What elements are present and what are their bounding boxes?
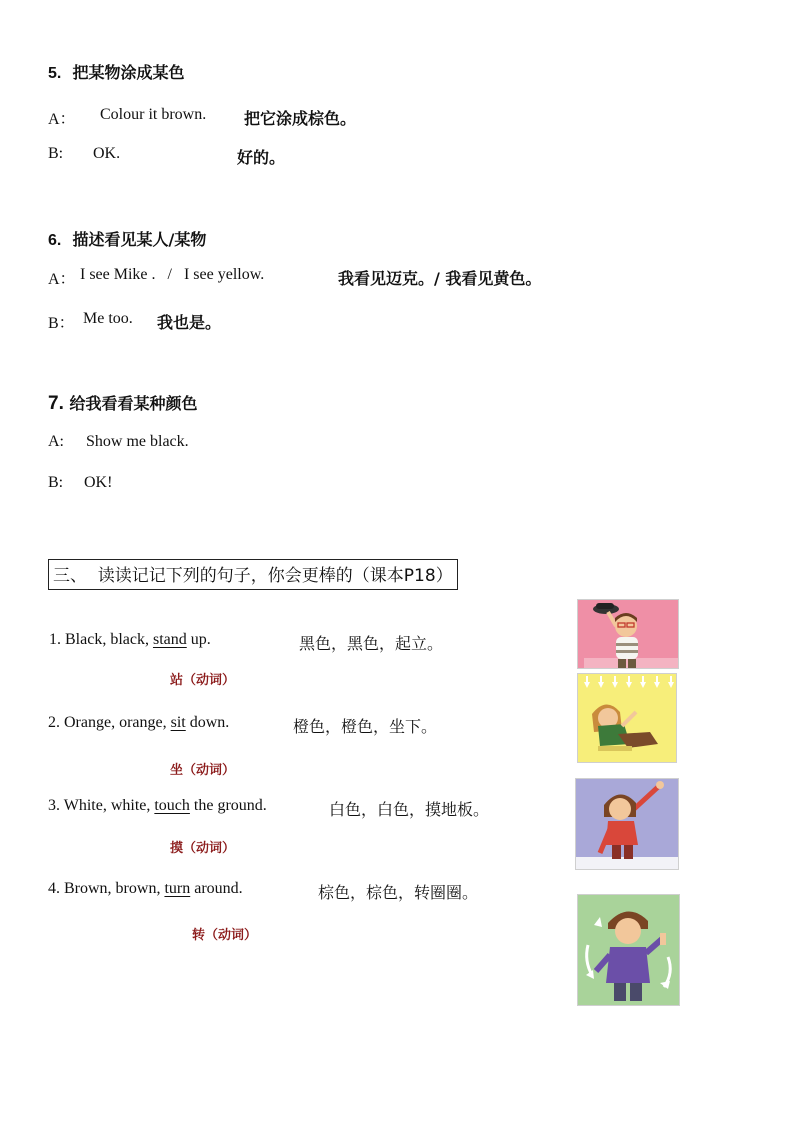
item-prefix: Brown, brown, bbox=[64, 880, 161, 897]
section-title-text: 给我看看某种颜色 bbox=[69, 394, 198, 413]
s5-b-label: B: bbox=[48, 145, 64, 162]
boy-turning-around-image bbox=[577, 894, 680, 1006]
item-verb: sit bbox=[170, 714, 186, 731]
part-3-heading: 三、 读读记记下列的句子，你会更棒的（课本P18） bbox=[48, 559, 458, 590]
section-number: 6. bbox=[48, 232, 62, 249]
section-5-title bbox=[48, 60, 185, 83]
section-7-title bbox=[48, 391, 197, 415]
s7-b-label: B: bbox=[48, 474, 64, 491]
s5-a-chinese: 把它涂成棕色。 bbox=[244, 109, 357, 128]
s6-b-chinese: 我也是。 bbox=[157, 313, 222, 332]
item-prefix: Black, black, bbox=[65, 631, 149, 648]
sentence-3-chinese: 白色，白色，摸地板。 bbox=[329, 800, 490, 819]
item-suffix: down. bbox=[189, 714, 230, 731]
item-suffix: the ground. bbox=[193, 797, 267, 814]
boy-raising-cap-image bbox=[577, 599, 679, 669]
sentence-4-chinese: 棕色，棕色，转圈圈。 bbox=[318, 883, 479, 902]
s5-a-label: A： bbox=[48, 111, 76, 128]
s5-b-english: OK. bbox=[93, 145, 121, 162]
item-number: 4. bbox=[48, 880, 60, 897]
s7-a-english: Show me black. bbox=[86, 433, 189, 450]
item-verb: stand bbox=[152, 631, 187, 648]
s7-b-english: OK! bbox=[84, 474, 113, 491]
section-title-text: 描述看见某人/某物 bbox=[72, 230, 207, 249]
item-number: 2. bbox=[48, 714, 60, 731]
sentence-1-chinese: 黑色，黑色，起立。 bbox=[299, 634, 444, 653]
section-6-title bbox=[48, 227, 206, 250]
s6-b-english: Me too. bbox=[83, 310, 133, 327]
section-number: 5. bbox=[48, 65, 62, 82]
s6-a-label: A： bbox=[48, 271, 76, 288]
sentence-2 bbox=[48, 714, 229, 732]
gloss-1: 站（动词） bbox=[170, 673, 236, 688]
item-verb: turn bbox=[164, 880, 191, 897]
gloss-3: 摸（动词） bbox=[170, 841, 236, 856]
sentence-2-chinese: 橙色，橙色，坐下。 bbox=[293, 717, 438, 736]
s5-b-chinese: 好的。 bbox=[237, 148, 286, 167]
gloss-4: 转（动词） bbox=[192, 928, 258, 943]
item-prefix: Orange, orange, bbox=[64, 714, 167, 731]
gloss-2: 坐（动词） bbox=[170, 763, 236, 778]
sentence-4 bbox=[48, 880, 243, 898]
sentence-3 bbox=[48, 797, 267, 815]
s6-b-label: B： bbox=[48, 315, 75, 332]
section-number: 7. bbox=[48, 393, 64, 414]
item-suffix: up. bbox=[190, 631, 211, 648]
section-title-text: 把某物涂成某色 bbox=[72, 63, 185, 82]
item-verb: touch bbox=[154, 797, 190, 814]
s7-a-label: A: bbox=[48, 433, 64, 450]
item-number: 1. bbox=[49, 631, 61, 648]
s6-a-english: I see Mike . / I see yellow. bbox=[80, 266, 265, 283]
item-suffix: around. bbox=[194, 880, 243, 897]
girl-sitting-down-image bbox=[577, 673, 677, 763]
sentence-1 bbox=[49, 631, 211, 649]
s5-a-english: Colour it brown. bbox=[100, 106, 207, 123]
girl-touching-ground-image bbox=[575, 778, 679, 870]
s6-a-chinese: 我看见迈克。/ 我看见黄色。 bbox=[338, 269, 542, 288]
item-number: 3. bbox=[48, 797, 60, 814]
item-prefix: White, white, bbox=[63, 797, 151, 814]
